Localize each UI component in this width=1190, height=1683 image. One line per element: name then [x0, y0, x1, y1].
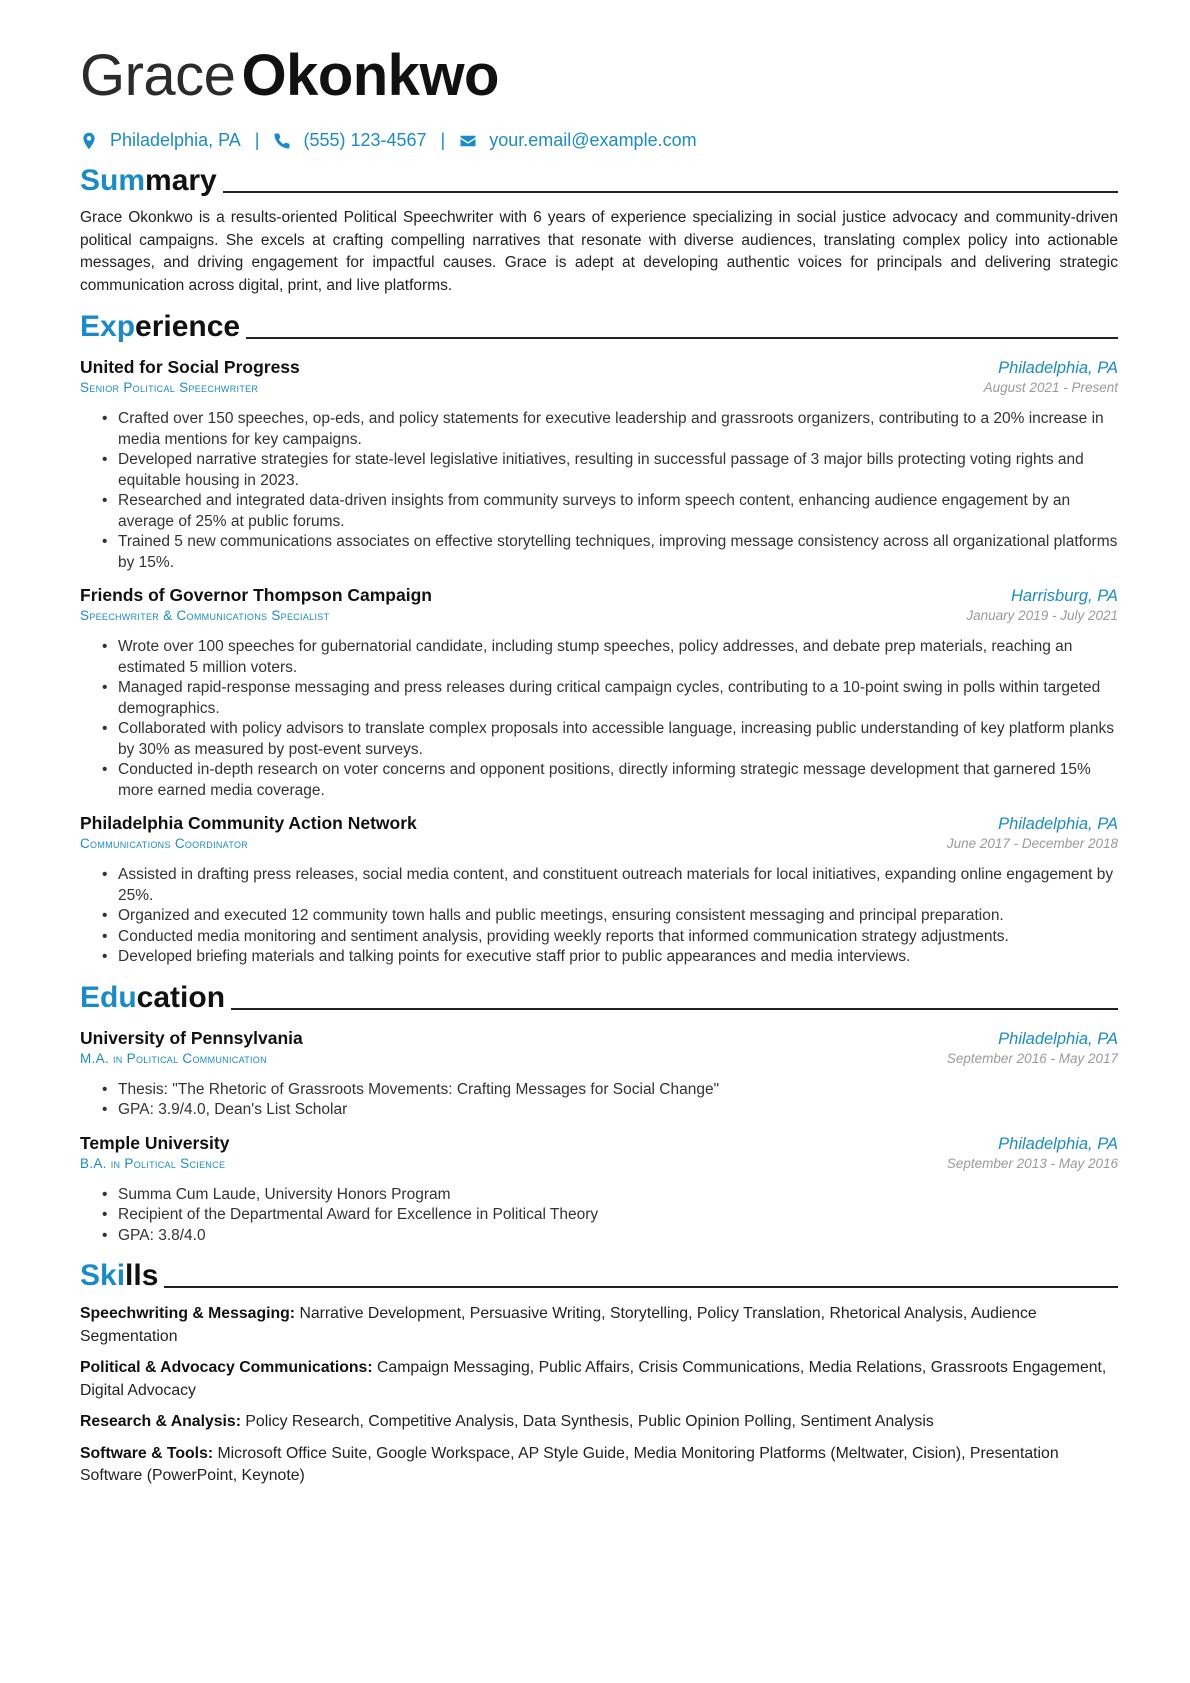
section-title: Experience	[80, 310, 241, 343]
organization: Philadelphia Community Action Network	[80, 813, 417, 833]
experience-entry	[80, 585, 1118, 801]
last-name: Okonkwo	[241, 43, 499, 108]
skill-line	[80, 1357, 1118, 1402]
skill-values: Policy Research, Competitive Analysis, Data Synthesis, Public Opinion Polling, Sentiment Analysis	[245, 1413, 934, 1430]
skill-line	[80, 1411, 1118, 1434]
entry-location: Philadelphia, PA	[998, 815, 1118, 833]
bullet-item: • Developed narrative strategies for state-level legislative initiatives, resulting in successful passage of 3 major bills protecting voting rights and equitable housing in 2023.	[102, 450, 1118, 491]
job-title: Speechwriter & Communications Specialist	[80, 608, 330, 623]
degree: B.A. in Political Science	[80, 1155, 226, 1171]
contact-email[interactable]	[459, 130, 696, 151]
date-range: September 2016 - May 2017	[946, 1050, 1118, 1066]
date-range: January 2019 - July 2021	[966, 608, 1118, 623]
bullet-item: • Conducted media monitoring and sentiment analysis, providing weekly reports that informed communication strategy adjustments.	[102, 927, 1118, 948]
section-rule	[164, 1286, 1118, 1288]
bullet-list	[80, 409, 1118, 573]
envelope-icon	[459, 132, 477, 150]
experience-entry	[80, 813, 1118, 968]
skill-line	[80, 1443, 1118, 1488]
bullet-item: • Organized and executed 12 community town halls and public meetings, ensuring consistent messaging and principal preparation.	[102, 906, 1118, 927]
bullet-item: • Thesis: "The Rhetoric of Grassroots Movements: Crafting Messages for Social Change"	[102, 1080, 1118, 1101]
experience-entry	[80, 357, 1118, 573]
education-entry	[80, 1028, 1118, 1121]
section-rule	[223, 191, 1118, 193]
contact-separator: |	[254, 130, 260, 150]
education-entry	[80, 1133, 1118, 1247]
organization: Friends of Governor Thompson Campaign	[80, 585, 432, 605]
section-rule	[231, 1008, 1118, 1010]
bullet-item: • GPA: 3.9/4.0, Dean's List Scholar	[102, 1100, 1118, 1121]
experience-heading	[80, 309, 1118, 345]
section-title: Education	[80, 980, 226, 1014]
summary-heading	[80, 163, 1118, 199]
bullet-list	[80, 1080, 1118, 1121]
bullet-item: • Crafted over 150 speeches, op-eds, and policy statements for executive leadership and grassroots organizers, contributing to a 20% increase in media mentions for key campaigns.	[102, 409, 1118, 450]
bullet-item: • Conducted in-depth research on voter concerns and opponent positions, directly informing strategic message development that garnered 15% more earned media coverage.	[102, 760, 1118, 801]
email-link[interactable]: your.email@example.com	[489, 130, 697, 150]
candidate-name	[80, 40, 1118, 112]
bullet-item: • Developed briefing materials and talking points for executive staff prior to public appearances and media interviews.	[102, 947, 1118, 968]
job-title: Communications Coordinator	[80, 836, 249, 851]
bullet-list	[80, 637, 1118, 801]
section-rule	[246, 337, 1118, 339]
section-title: Summary	[80, 164, 217, 197]
skills-heading	[80, 1258, 1118, 1294]
skill-category: Speechwriting & Messaging:	[80, 1305, 296, 1322]
phone-icon	[273, 132, 291, 150]
skill-category: Research & Analysis:	[80, 1413, 241, 1430]
bullet-list	[80, 1185, 1118, 1247]
entry-location: Philadelphia, PA	[998, 1029, 1118, 1048]
bullet-item: • Summa Cum Laude, University Honors Program	[102, 1185, 1118, 1206]
skill-values: Microsoft Office Suite, Google Workspace, AP Style Guide, Media Monitoring Platforms (Meltwater, Cision), Presentation Software (PowerPoint, Keynote)	[80, 1444, 1059, 1484]
skill-values: Narrative Development, Persuasive Writing, Storytelling, Policy Translation, Rhetorical Analysis, Audience Segmentation	[80, 1305, 1037, 1345]
bullet-item: • Managed rapid-response messaging and press releases during critical campaign cycles, contributing to a 10-point swing in polls within targeted demographics.	[102, 678, 1118, 719]
bullet-item: • Collaborated with policy advisors to translate complex proposals into accessible language, increasing public understanding of key platform planks by 30% as measured by post-event surveys.	[102, 719, 1118, 760]
organization: United for Social Progress	[80, 357, 300, 377]
bullet-item: • GPA: 3.8/4.0	[102, 1226, 1118, 1247]
map-pin-icon	[80, 132, 98, 150]
location-text: Philadelphia, PA	[110, 130, 241, 150]
skill-values: Campaign Messaging, Public Affairs, Crisis Communications, Media Relations, Grassroots Engagement, Digital Advocacy	[80, 1359, 1107, 1399]
section-title: Skills	[80, 1259, 159, 1292]
summary-text: Grace Okonkwo is a results-oriented Political Speechwriter with 6 years of experience specializing in social justice advocacy and community-driven political campaigns. She excels at crafting compelling narratives that resonate with diverse audiences, translating complex policy into actionable messages, and driving engagement for impactful causes. Grace is adept at developing authentic voices for principals and delivering strategic communication across digital, print, and live platforms.	[80, 209, 1118, 294]
date-range: September 2013 - May 2016	[946, 1155, 1118, 1171]
entry-location: Philadelphia, PA	[998, 1134, 1118, 1153]
institution: Temple University	[80, 1132, 230, 1153]
entry-location: Philadelphia, PA	[998, 359, 1118, 377]
institution: University of Pennsylvania	[80, 1027, 303, 1048]
degree: M.A. in Political Communication	[80, 1050, 267, 1066]
date-range: June 2017 - December 2018	[946, 836, 1118, 851]
skill-category: Political & Advocacy Communications:	[80, 1359, 373, 1376]
phone-text[interactable]: (555) 123-4567	[303, 130, 427, 150]
entry-location: Harrisburg, PA	[1011, 587, 1118, 605]
contact-location	[80, 130, 241, 151]
bullet-item: • Wrote over 100 speeches for gubernatorial candidate, including stump speeches, policy addresses, and debate prep materials, reaching an estimated 5 million voters.	[102, 637, 1118, 678]
bullet-item: • Trained 5 new communications associates on effective storytelling techniques, improving message consistency across all organizational platforms by 15%.	[102, 532, 1118, 573]
skill-category: Software & Tools:	[80, 1444, 214, 1462]
contact-separator: |	[440, 130, 446, 150]
contact-bar	[80, 130, 1118, 151]
bullet-item: • Assisted in drafting press releases, social media content, and constituent outreach materials for local initiatives, expanding online engagement by 25%.	[102, 865, 1118, 906]
bullet-list	[80, 865, 1118, 968]
education-heading	[80, 980, 1118, 1016]
bullet-item: • Researched and integrated data-driven insights from community surveys to inform speech content, enhancing audience engagement by an average of 25% at public forums.	[102, 491, 1118, 532]
bullet-item: • Recipient of the Departmental Award for Excellence in Political Theory	[102, 1205, 1118, 1226]
job-title: Senior Political Speechwriter	[80, 380, 259, 395]
date-range: August 2021 - Present	[983, 380, 1118, 395]
skill-line	[80, 1303, 1118, 1348]
first-name: Grace	[80, 43, 236, 108]
contact-phone[interactable]	[273, 130, 426, 151]
